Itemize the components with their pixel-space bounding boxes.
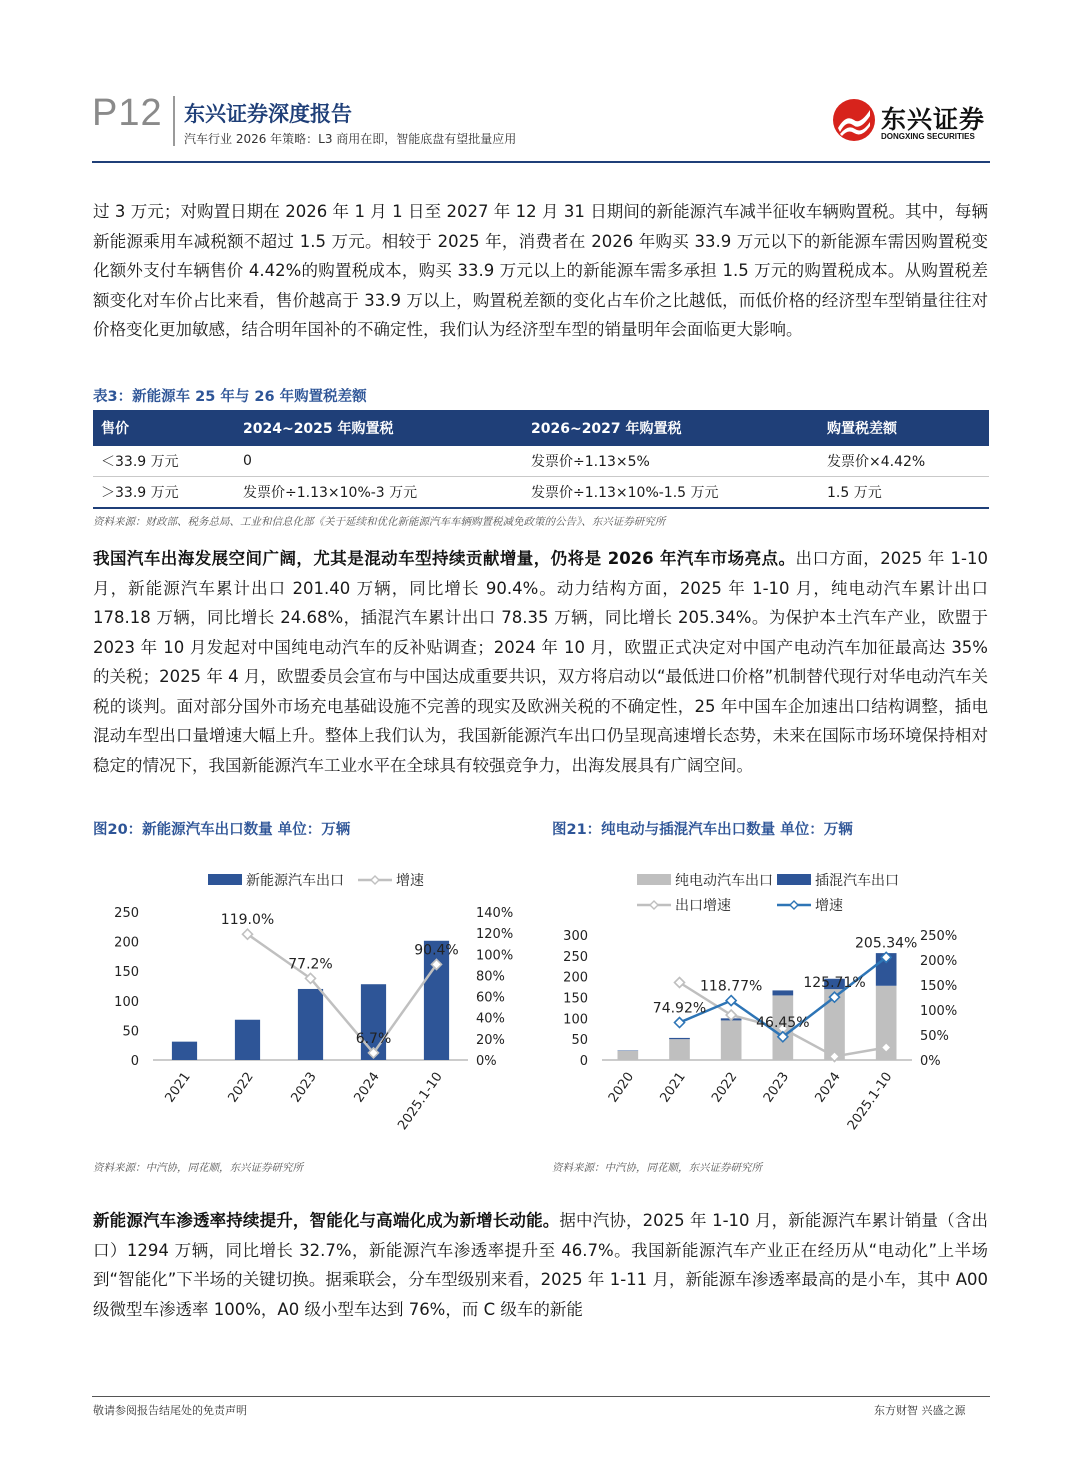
y-left-tick-label: 100 [563, 1012, 588, 1028]
paragraph-export [93, 544, 988, 780]
y-left-tick-label: 50 [571, 1033, 588, 1049]
footer-disclaimer: 敬请参阅报告结尾处的免责声明 [93, 1404, 247, 1417]
legend-label: 增速 [396, 873, 424, 889]
x-tick-label: 2023 [288, 1069, 320, 1106]
paragraph-penetration [93, 1206, 988, 1324]
table-header-row [93, 410, 989, 446]
table-header-cell: 2026~2027 年购置税 [523, 410, 819, 446]
company-logo-english: DONGXING SECURITIES [881, 132, 975, 141]
figure-21-title: 图21：纯电动与插混汽车出口数量 单位：万辆 [552, 822, 853, 838]
y-left-tick-label: 50 [122, 1024, 139, 1040]
y-left-tick-label: 150 [114, 965, 139, 981]
bar [298, 989, 323, 1060]
chart-nev-exports [93, 860, 533, 1160]
report-title: 东兴证券深度报告 [184, 102, 352, 126]
x-tick-label: 2022 [709, 1069, 741, 1106]
y-right-tick-label: 250% [920, 929, 958, 944]
data-label: 119.0% [220, 912, 275, 929]
y-right-tick-label: 60% [476, 990, 505, 1006]
bar [669, 1039, 690, 1060]
bar [235, 1020, 260, 1060]
page-number: P12 [92, 92, 163, 134]
y-left-tick-label: 0 [579, 1054, 588, 1069]
header-divider [173, 96, 175, 146]
legend-marker [371, 876, 379, 884]
line-point [675, 1018, 685, 1028]
y-right-tick-label: 140% [476, 906, 514, 921]
x-tick-label: 2025.1-10 [395, 1069, 446, 1133]
table-cell: 发票价×4.42% [819, 446, 989, 477]
figure-20-source: 资料来源：中汽协，同花顺，东兴证券研究所 [93, 1162, 303, 1174]
y-left-tick-label: 200 [114, 935, 139, 951]
x-tick-label: 2025.1-10 [844, 1069, 896, 1133]
y-right-tick-label: 80% [476, 969, 505, 985]
table-header-cell: 2024~2025 年购置税 [235, 410, 523, 446]
table-cell: 1.5 万元 [819, 477, 989, 509]
data-label: 77.2% [288, 956, 333, 973]
series-line [248, 934, 437, 1053]
y-left-tick-label: 150 [563, 991, 588, 1007]
x-tick-label: 2024 [812, 1069, 844, 1106]
bar [669, 1038, 690, 1039]
y-right-tick-label: 100% [920, 1004, 958, 1019]
bar [618, 1051, 639, 1060]
y-right-tick-label: 100% [476, 948, 514, 964]
legend-label: 新能源汽车出口 [246, 873, 344, 889]
table-row [93, 446, 989, 477]
company-logo-icon [832, 98, 876, 142]
x-tick-label: 2021 [162, 1069, 194, 1106]
y-right-tick-label: 120% [476, 927, 514, 943]
y-right-tick-label: 150% [920, 979, 958, 994]
y-right-tick-label: 0% [920, 1054, 941, 1069]
y-left-tick-label: 250 [114, 906, 139, 921]
legend-marker [790, 901, 798, 909]
legend-swatch [777, 874, 811, 885]
table-header-cell: 购置税差额 [819, 410, 989, 446]
y-right-tick-label: 0% [476, 1054, 497, 1069]
x-tick-label: 2021 [657, 1069, 689, 1106]
data-label: 6.7% [355, 1030, 392, 1047]
x-tick-label: 2023 [760, 1069, 793, 1106]
data-label: 90.4% [414, 942, 459, 959]
y-right-tick-label: 50% [920, 1029, 949, 1044]
legend-label: 增速 [815, 898, 843, 914]
y-left-tick-label: 300 [563, 929, 588, 944]
bar [172, 1042, 197, 1060]
table-cell: 发票价÷1.13×10%-1.5 万元 [523, 477, 819, 509]
header-rule [92, 161, 990, 163]
table-cell: 发票价÷1.13×10%-3 万元 [235, 477, 523, 509]
figure-21-source: 资料来源：中汽协，同花顺，东兴证券研究所 [552, 1162, 762, 1174]
y-right-tick-label: 200% [920, 954, 958, 969]
bar [721, 1020, 742, 1060]
paragraph-lead: 新能源汽车渗透率持续提升，智能化与高端化成为新增长动能。 [93, 1211, 560, 1230]
table-row [93, 477, 989, 509]
chart-bev-phev-exports [552, 860, 992, 1160]
y-left-tick-label: 0 [130, 1054, 139, 1069]
footer-rule [92, 1396, 990, 1397]
table-cell: 发票价÷1.13×5% [523, 446, 819, 477]
legend-label: 纯电动汽车出口 [675, 873, 773, 889]
legend-marker [650, 901, 658, 909]
table-cell: ＜33.9 万元 [93, 446, 235, 477]
paragraph-tax: 过 3 万元；对购置日期在 2026 年 1 月 1 日至 2027 年 12 月 31 日期间的新能源汽车减半征收车辆购置税。其中，每辆新能源乘用车减税额不超过 1.5 万元。相较于 2025 年，消费者在 2026 年购买 33.9 万元以下的新能源车需因购置税变化额外支付车辆售价 4.42%的购置税成本，购买 33.9 万元以上的新能源车需多承担 1.5 万元的购置税成本。从购置税差额变化对车价占比来看，售价越高于 33.9 万以上，购置税差额的变化占车价之比越低，而低价格的经济型车型销量往往对价格变化更加敏感，结合明年国补的不确定性，我们认为经济型车型的销量明年会面临更大影响。 [93, 202, 988, 339]
report-subtitle: 汽车行业 2026 年策略：L3 商用在即，智能底盘有望批量应用 [184, 132, 517, 146]
data-label: 125.71% [803, 975, 866, 992]
table-header-cell: 售价 [93, 410, 235, 446]
footer-slogan: 东方财智 兴盛之源 [874, 1404, 966, 1417]
y-left-tick-label: 100 [114, 994, 139, 1010]
figure-20-title: 图20：新能源汽车出口数量 单位：万辆 [93, 822, 351, 838]
data-label: 74.92% [652, 1000, 707, 1017]
data-label: 118.77% [700, 978, 763, 995]
y-right-tick-label: 20% [476, 1032, 505, 1048]
paragraph-lead: 我国汽车出海发展空间广阔，尤其是混动车型持续贡献增量，仍将是 2026 年汽车市场亮点。 [93, 549, 796, 568]
paragraph-body: 据中汽协，2025 年 1-10 月，新能源汽车累计销量（含出口）1294 万辆，同比增长 32.7%，新能源汽车渗透率提升至 46.7%。我国新能源汽车产业正在经历从“电动化”上半场到“智能化”下半场的关键切换。据乘联会，分车型级别来看，2025 年 1-11 月，新能源车渗透率最高的是小车，其中 A00 级微型车渗透率 100%，A0 级小型车达到 76%，而 C 级车的新能 [93, 1211, 988, 1319]
y-right-tick-label: 40% [476, 1011, 505, 1027]
bar [773, 990, 794, 995]
tax-table [93, 410, 989, 509]
table-cell: 0 [235, 446, 523, 477]
paragraph-body: 出口方面，2025 年 1-10 月，新能源汽车累计出口 201.40 万辆，同比增长 90.4%。动力结构方面，2025 年 1-10 月，纯电动汽车累计出口 178.18 万辆，同比增长 24.68%，插混汽车累计出口 78.35 万辆，同比增长 205.34%。为保护本土汽车产业，欧盟于 2023 年 10 月发起对中国纯电动汽车的反补贴调查；2024 年 10 月，欧盟正式决定对中国产电动汽车加征最高达 35% 的关税；2025 年 4 月，欧盟委员会宣布与中国达成重要共识，双方将启动以“最低进口价格”机制替代现行对华电动汽车关税的谈判。面对部分国外市场充电基础设施不完善的现实及欧洲关税的不确定性，25 年中国车企加速出口结构调整，插电混动车型出口量增速大幅上升。整体上我们认为，我国新能源汽车出口仍呈现高速增长态势，未来在国际市场环境保持相对稳定的情况下，我国新能源汽车工业水平在全球具有较强竞争力，出海发展具有广阔空间。 [93, 549, 988, 775]
legend-swatch [637, 874, 671, 885]
x-tick-label: 2024 [351, 1069, 383, 1106]
y-left-tick-label: 200 [563, 970, 588, 986]
data-label: 205.34% [855, 935, 918, 952]
x-tick-label: 2020 [605, 1069, 638, 1106]
data-label: 46.45% [756, 1014, 810, 1031]
table-cell: ＞33.9 万元 [93, 477, 235, 509]
legend-label: 出口增速 [675, 898, 731, 914]
legend-label: 插混汽车出口 [815, 873, 899, 889]
x-tick-label: 2022 [225, 1069, 257, 1106]
table-source: 资料来源：财政部、税务总局、工业和信息化部《关于延续和优化新能源汽车车辆购置税减免政策的公告》、东兴证券研究所 [93, 516, 666, 528]
legend-swatch [208, 874, 242, 885]
y-left-tick-label: 250 [563, 949, 588, 965]
table-title: 表3：新能源车 25 年与 26 年购置税差额 [93, 389, 367, 405]
company-logo-text: 东兴证券 [881, 105, 986, 134]
